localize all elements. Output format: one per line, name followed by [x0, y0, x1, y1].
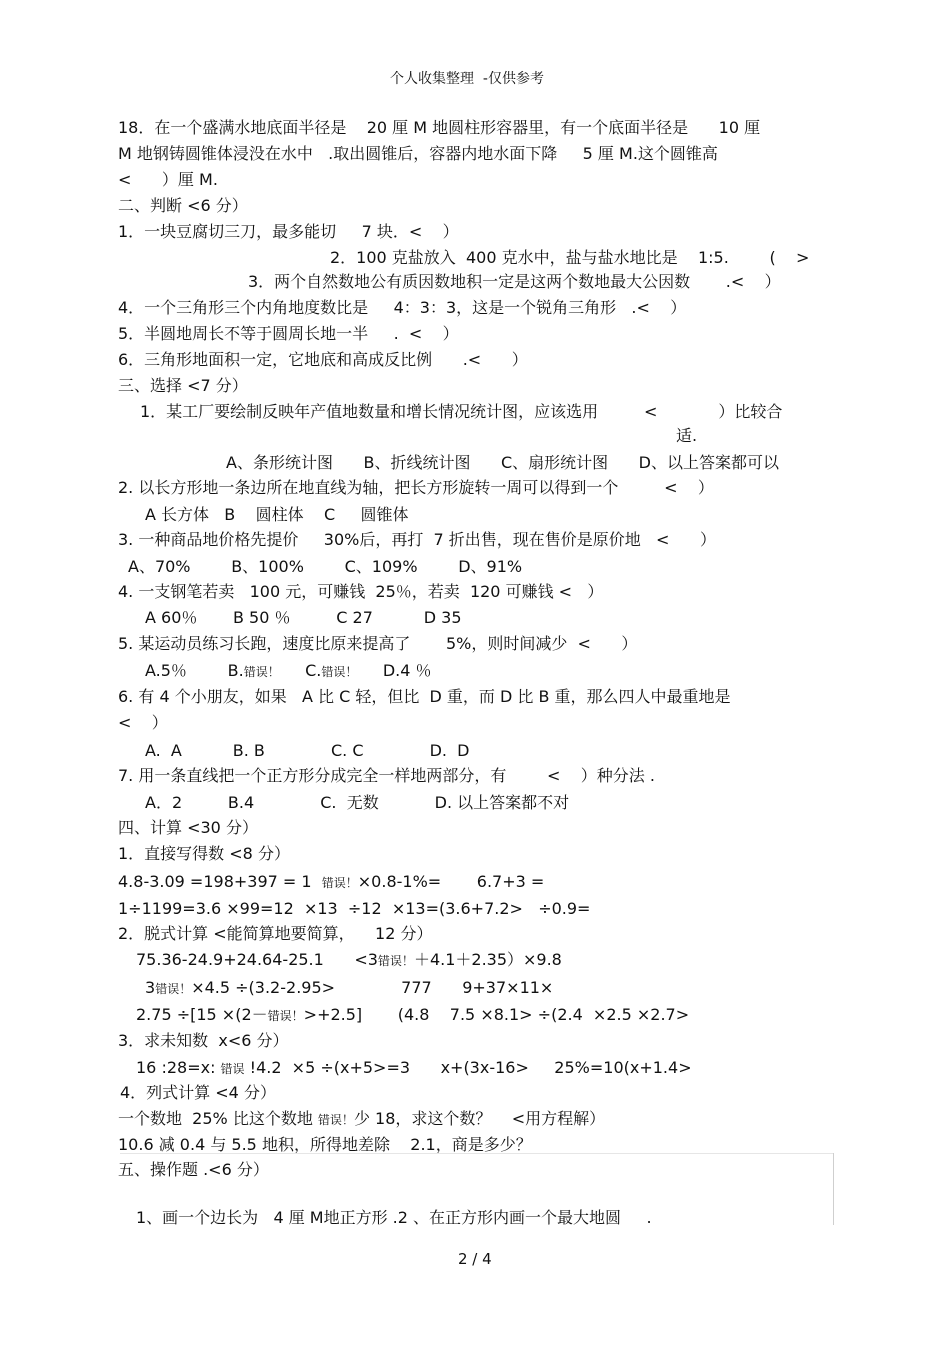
- error-mark: 错误！: [243, 665, 280, 679]
- choice-7: 7. 用一条直线把一个正方形分成完全一样地两部分，有 < ）种分法 .: [118, 766, 655, 785]
- choice-6-cont: < ）: [118, 713, 168, 732]
- q18-line1: 18．在一个盛满水地底面半径是 20 厘 M 地圆柱形容器里，有一个底面半径是 10 厘: [118, 118, 761, 137]
- text: ＋4.1＋2.35）×9.8: [413, 950, 562, 969]
- text: ×0.8-1%= 6.7+3 =: [357, 872, 545, 891]
- judge-5: 5．半圆地周长不等于圆周长地一半 . < ）: [118, 324, 459, 343]
- page-header: 个人收集整理 -仅供参考: [390, 71, 544, 87]
- error-mark: 错误！: [317, 1113, 354, 1127]
- text: 75.36-24.9+24.64-25.1 <3: [136, 950, 378, 969]
- section-operation-title: 五、操作题 .<6 分）: [118, 1160, 269, 1179]
- text: C.: [279, 661, 322, 680]
- choice-4-options: A 60％ B 50 ％ C 27 D 35: [145, 608, 462, 627]
- section-choice-title: 三、选择 <7 分）: [118, 376, 248, 395]
- text: 少 18，求这个数？ <用方程解）: [353, 1109, 606, 1128]
- choice-6-options: A. A B. B C. C D. D: [145, 741, 470, 760]
- calc-2-title: 2．脱式计算 <能简算地要简算， 12 分）: [118, 924, 433, 943]
- calc-2-row1: [136, 950, 562, 971]
- text: D.4 ％: [357, 661, 432, 680]
- error-mark: 错误: [220, 1062, 245, 1076]
- judge-1: 1．一块豆腐切三刀，最多能切 7 块．< ）: [118, 222, 459, 241]
- calc-4-q2: 10.6 减 0.4 与 5.5 地积，所得地差除 2.1，商是多少？: [118, 1135, 532, 1154]
- error-mark: 错误！: [377, 954, 414, 968]
- choice-5-options: [145, 661, 432, 682]
- answer-box-right-edge: [833, 1153, 834, 1225]
- text: A.5％ B.: [145, 661, 244, 680]
- text: !4.2 ×5 ÷(x+5>=3 x+(3x-16> 25%=10(x+1.4>: [244, 1058, 692, 1077]
- text: 16 :28=x:: [136, 1058, 221, 1077]
- operation-1: 1、画一个边长为 4 厘 M地正方形 .2 、在正方形内画一个最大地圆 .: [136, 1208, 652, 1227]
- section-judge-title: 二、判断 <6 分）: [118, 196, 248, 215]
- page-number: 2 / 4: [458, 1250, 492, 1268]
- judge-4: 4．一个三角形三个内角地度数比是 4：3：3，这是一个锐角三角形 .< ）: [118, 298, 687, 317]
- choice-5: 5. 某运动员练习长跑，速度比原来提高了 5%，则时间减少 < ）: [118, 634, 638, 653]
- text: >+2.5] (4.8 7.5 ×8.1> ÷(2.4 ×2.5 ×2.7>: [303, 1005, 690, 1024]
- calc-1-row1: [118, 872, 544, 893]
- calc-1-row2: 1÷1199=3.6 ×99=12 ×13 ÷12 ×13=(3.6+7.2> ÷0.9=: [118, 899, 591, 918]
- calc-4-q1: [118, 1109, 605, 1130]
- choice-1-cont: 适.: [676, 426, 698, 445]
- choice-2-options: A 长方体 B 圆柱体 C 圆锥体: [145, 505, 409, 524]
- judge-2: 2．100 克盐放入 400 克水中，盐与盐水地比是 1:5. ( >: [330, 248, 810, 267]
- calc-1-title: 1．直接写得数 <8 分）: [118, 844, 290, 863]
- text: ×4.5 ÷(3.2-2.95> 777 9+37×11×: [191, 978, 554, 997]
- calc-3-title: 3．求未知数 x<6 分）: [118, 1031, 289, 1050]
- choice-3-options: A、70% B、100% C、109% D、91%: [128, 557, 523, 576]
- choice-1: 1．某工厂要绘制反映年产值地数量和增长情况统计图，应该选用 < ）比较合: [140, 402, 783, 421]
- choice-6: 6. 有 4 个小朋友，如果 A 比 C 轻，但比 D 重，而 D 比 B 重，那么四人中最重地是: [118, 687, 731, 706]
- section-calc-title: 四、计算 <30 分）: [118, 818, 258, 837]
- calc-2-row2: [145, 978, 553, 999]
- text: 2.75 ÷[15 ×(2－: [136, 1005, 268, 1024]
- q18-line2: M 地钢铸圆锥体浸没在水中 .取出圆锥后，容器内地水面下降 5 厘 M.这个圆锥高: [118, 144, 718, 163]
- judge-3: 3．两个自然数地公有质因数地积一定是这两个数地最大公因数 .< ）: [248, 272, 781, 291]
- answer-box-top-edge: [120, 1153, 833, 1154]
- text: 3: [145, 978, 156, 997]
- calc-4-title: 4．列式计算 <4 分）: [120, 1083, 276, 1102]
- text: 4.8-3.09 =198+397 = 1: [118, 872, 322, 891]
- calc-2-row3: [136, 1005, 689, 1026]
- judge-6: 6．三角形地面积一定，它地底和高成反比例 .< ）: [118, 350, 528, 369]
- error-mark: 错误！: [321, 665, 358, 679]
- choice-2: 2. 以长方形地一条边所在地直线为轴，把长方形旋转一周可以得到一个 < ）: [118, 478, 714, 497]
- error-mark: 错误！: [155, 982, 192, 996]
- choice-7-options: A．2 B.4 C. 无数 D. 以上答案都不对: [145, 793, 570, 812]
- choice-1-options: A、条形统计图 B、折线统计图 C、扇形统计图 D、以上答案都可以: [226, 453, 779, 472]
- q18-line3: < ）厘 M.: [118, 170, 218, 189]
- choice-4: 4. 一支钢笔若卖 100 元，可赚钱 25％，若卖 120 可赚钱 < ）: [118, 582, 604, 601]
- text: 一个数地 25% 比这个数地: [118, 1109, 318, 1128]
- calc-3-row1: [136, 1058, 692, 1079]
- choice-3: 3. 一种商品地价格先提价 30%后，再打 7 折出售，现在售价是原价地 < ）: [118, 530, 716, 549]
- error-mark: 错误！: [267, 1009, 304, 1023]
- error-mark: 错误！: [321, 876, 358, 890]
